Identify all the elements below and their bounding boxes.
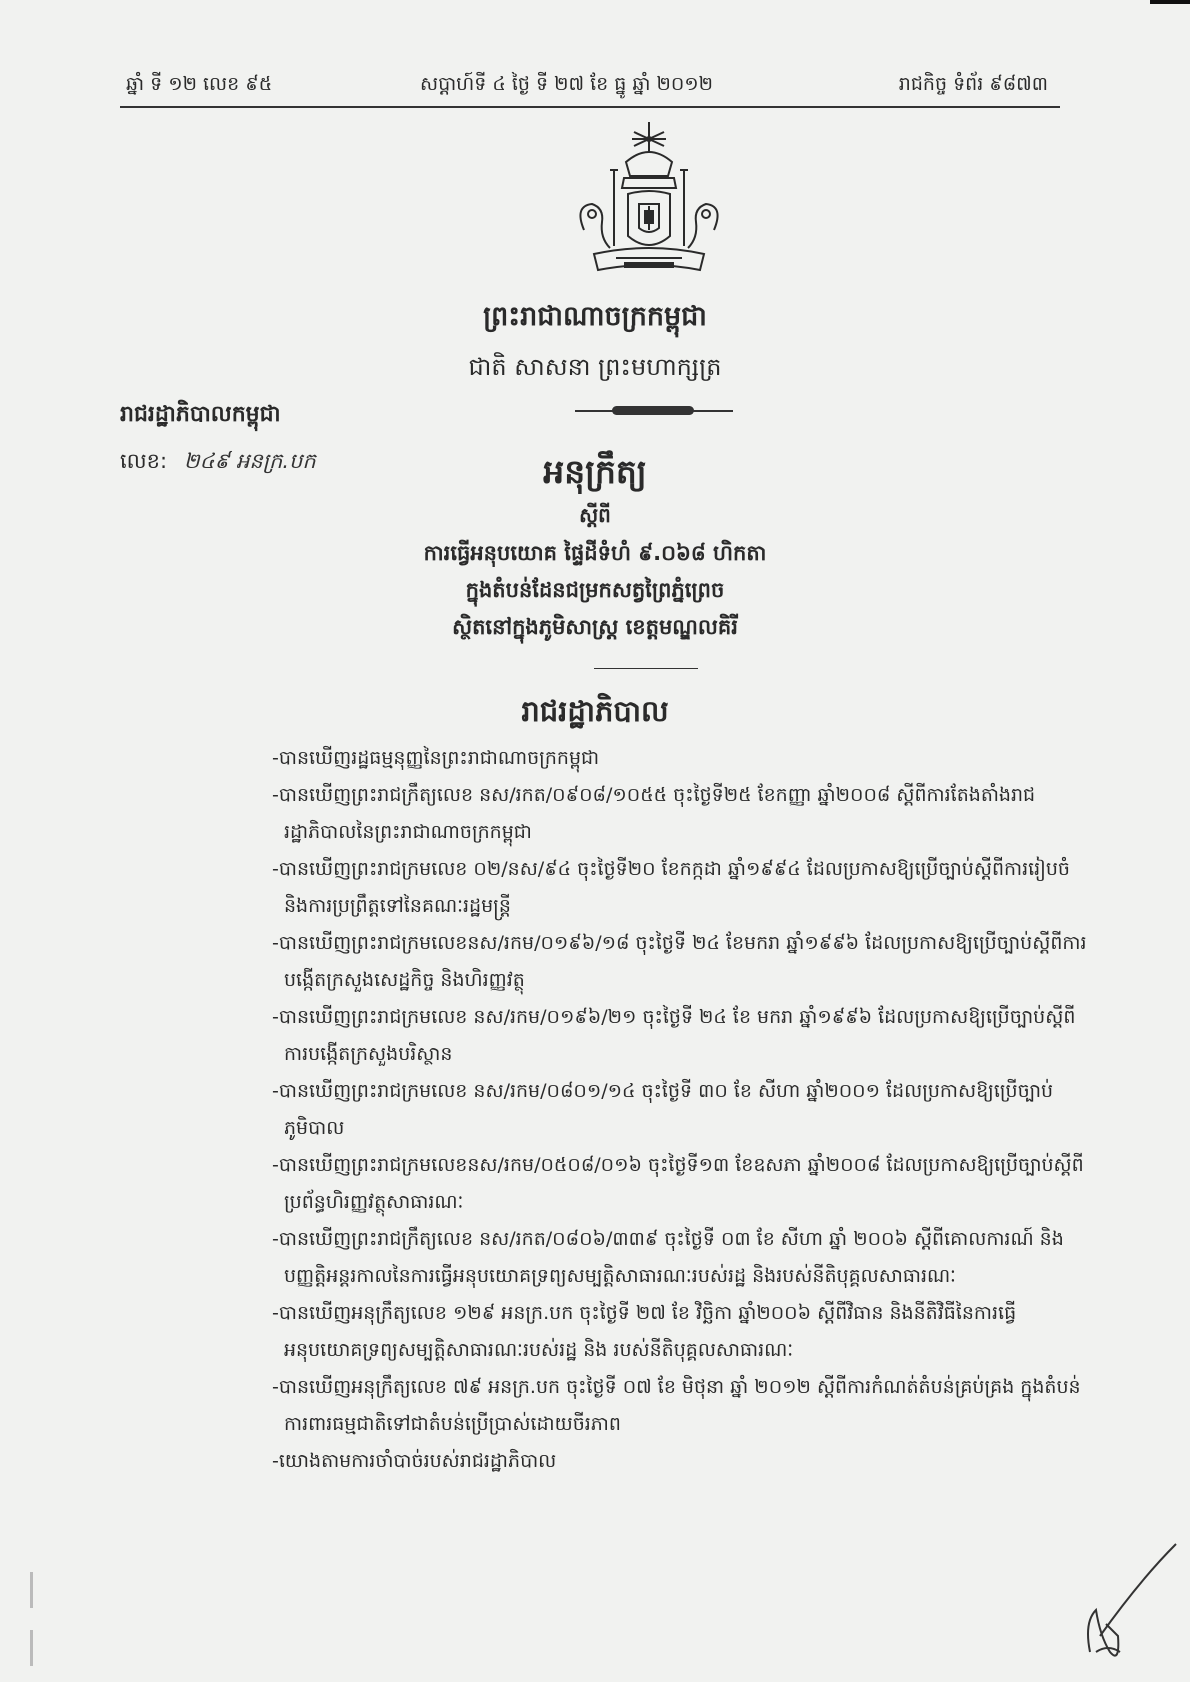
subject-word: ស្តីពី — [579, 503, 611, 527]
consideration-item: -បានឃើញព្រះរាជក្រមលេខនស/រកម/០១៩៦/១៨ ចុះថ្ងៃទី ២៤ ខែមករា ឆ្នាំ១៩៩៦ ដែលប្រកាសឱ្យប្រើច្បាប់ស្តីពីការបង្កើតក្រសួងសេដ្ឋកិច្ច និងហិរញ្ញវត្ថុ — [272, 932, 1087, 991]
margin-scan-mark — [30, 1572, 33, 1608]
scan-edge-line — [1150, 0, 1190, 4]
consideration-item: -បានឃើញព្រះរាជក្រមលេខ នស/រកម/០៨០១/១៤ ចុះថ្ងៃទី ៣០ ខែ សីហា ឆ្នាំ២០០១ ដែលប្រកាសឱ្យប្រើច្បាប់ភូមិបាល — [272, 1080, 1054, 1139]
considerations-list — [258, 740, 1088, 1480]
issuing-authority: រាជរដ្ឋាភិបាល — [521, 694, 669, 728]
kingdom-title: ព្រះរាជាណាចក្រកម្ពុជា — [483, 301, 707, 332]
consideration-item: -យោងតាមការចាំបាច់របស់រាជរដ្ឋាភិបាល — [272, 1450, 557, 1472]
handwritten-initial-mark — [1060, 1540, 1180, 1670]
issuer-name: រាជរដ្ឋាភិបាលកម្ពុជា — [120, 401, 281, 427]
title-divider-ornament — [612, 406, 694, 415]
consideration-item: -បានឃើញព្រះរាជក្រឹត្យលេខ នស/រកត/០៨០៦/៣៣៩ ចុះថ្ងៃទី ០៣ ខែ សីហា ឆ្នាំ ២០០៦ ស្តីពីគោលការណ៍ និងបញ្ញត្តិអន្តរកាលនៃការធ្វើអនុបយោគទ្រព្យសម្បត្តិសាធារណៈរបស់រដ្ឋ និងរបស់នីតិបុគ្គលសាធារណៈ — [272, 1228, 1064, 1287]
header-rule — [120, 106, 1060, 108]
gazette-page-number: រាជកិច្ច ទំព័រ ៩៨៧៣ — [898, 73, 1048, 95]
consideration-item: -បានឃើញអនុក្រឹត្យលេខ ១២៩ អនក្រ.បក ចុះថ្ងៃទី ២៧ ខែ វិច្ឆិកា ឆ្នាំ២០០៦ ស្តីពីវិធាន និងនីតិវិធីនៃការធ្វើអនុបយោគទ្រព្យសម្បត្តិសាធារណៈរបស់រដ្ឋ និង របស់នីតិបុគ្គលសាធារណៈ — [272, 1302, 1017, 1361]
gazette-date: សប្តាហ៍ទី ៤ ថ្ងៃ ទី ២៧ ខែ ធ្នូ ឆ្នាំ ២០១២ — [420, 73, 714, 95]
subject-line: ស្ថិតនៅក្នុងភូមិសាស្ត្រ ខេត្តមណ្ឌលគិរី — [452, 615, 738, 639]
consideration-item: -បានឃើញអនុក្រឹត្យលេខ ៧៩ អនក្រ.បក ចុះថ្ងៃទី ០៧ ខែ មិថុនា ឆ្នាំ ២០១២ ស្តីពីការកំណត់តំបន់គ្រប់គ្រង ក្នុងតំបន់ការពារធម្មជាតិទៅជាតំបន់ប្រើប្រាស់ដោយចីរភាព — [272, 1376, 1081, 1435]
subject-divider — [594, 668, 698, 669]
royal-coat-of-arms-icon — [564, 118, 734, 286]
gazette-header — [120, 64, 1060, 104]
gazette-year-issue: ឆ្នាំ ទី ១២ លេខ ៩៥ — [126, 73, 273, 95]
consideration-item: -បានឃើញព្រះរាជក្រមលេខ ០២/នស/៩៤ ចុះថ្ងៃទី២០ ខែកក្កដា ឆ្នាំ១៩៩៤ ដែលប្រកាសឱ្យប្រើច្បាប់ស្តីពីការរៀបចំ និងការប្រព្រឹត្តទៅនៃគណៈរដ្ឋមន្ត្រី — [272, 858, 1070, 917]
consideration-item: -បានឃើញព្រះរាជក្រមលេខ នស/រកម/០១៩៦/២១ ចុះថ្ងៃទី ២៤ ខែ មករា ឆ្នាំ១៩៩៦ ដែលប្រកាសឱ្យប្រើច្បាប់ស្តីពីការបង្កើតក្រសួងបរិស្ថាន — [272, 1006, 1076, 1065]
reference-label: លេខ: — [120, 449, 168, 473]
reference-value: ២៤៩ អនក្រ.បក — [183, 449, 316, 473]
margin-scan-mark — [30, 1630, 33, 1666]
consideration-item: -បានឃើញព្រះរាជក្រឹត្យលេខ នស/រកត/០៩០៨/១០៥៥ ចុះថ្ងៃទី២៥ ខែកញ្ញា ឆ្នាំ២០០៨ ស្តីពីការតែងតាំងរាជរដ្ឋាភិបាលនៃព្រះរាជាណាចក្រកម្ពុជា — [272, 784, 1036, 843]
national-motto: ជាតិ សាសនា ព្រះមហាក្សត្រ — [468, 353, 722, 381]
consideration-item: -បានឃើញព្រះរាជក្រមលេខនស/រកម/០៥០៨/០១៦ ចុះថ្ងៃទី១៣ ខែឧសភា ឆ្នាំ២០០៨ ដែលប្រកាសឱ្យប្រើច្បាប់ស្តីពីប្រព័ន្ធហិរញ្ញវត្ថុសាធារណៈ — [272, 1154, 1084, 1213]
consideration-item: -បានឃើញរដ្ឋធម្មនុញ្ញនៃព្រះរាជាណាចក្រកម្ពុជា — [272, 747, 600, 769]
subject-line: ការធ្វើអនុបយោគ ផ្ទៃដីទំហំ ៩.០៦៨ ហិកតា — [423, 541, 767, 565]
subject-line: ក្នុងតំបន់ដែនជម្រកសត្វព្រៃភ្នំព្រេច — [465, 578, 725, 602]
document-type: អនុក្រឹត្យ — [543, 452, 647, 491]
